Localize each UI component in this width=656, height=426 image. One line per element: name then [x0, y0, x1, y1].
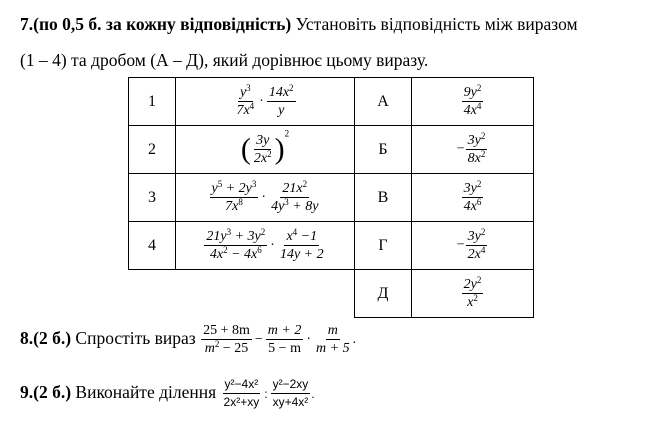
task-7-number: 7.	[20, 14, 34, 34]
expression-2: ( $\frac{3y}{2x^2}$ )$^2$	[176, 126, 355, 174]
answer-letter: Г	[355, 222, 412, 270]
task-8-expression: $\frac{25 + 8m}{m^2 - 25}$ − $\frac{m + 2}{5 - m}$ · $\frac{m}{m + 5}$ .	[203, 323, 357, 357]
answer-letter: В	[355, 174, 412, 222]
answer-e: $\frac{2y^2}{x^2}$	[412, 270, 534, 318]
expression-4: $\frac{21y^3 + 3y^2}{4x^2 - 4x^6}$ · $\frac{x^4 -1}{14y + 2}$	[176, 222, 355, 270]
task-7-text-line1: Установіть відповідність між виразом	[295, 14, 578, 34]
row-number: 2	[129, 126, 176, 174]
task-9-expression: $\frac{\text{y²−4x²}}{\text{2x²+xy}}$ : $\frac{\text{y²−2xy}}{\text{xy+4x²}}$ .	[223, 377, 315, 410]
task-9	[20, 376, 315, 411]
table-row	[129, 270, 534, 318]
answer-letter: Б	[355, 126, 412, 174]
task-9-number: 9.	[20, 382, 34, 402]
task-8	[20, 322, 356, 357]
task-8-number: 8.	[20, 328, 34, 348]
answer-d: − $\frac{3y^2}{2x^4}$	[412, 222, 534, 270]
answer-letter: Д	[355, 270, 412, 318]
row-number: 4	[129, 222, 176, 270]
expression-1: $\frac{y^3}{7x^4}$ · $\frac{14x^2}{y}$	[176, 78, 355, 126]
task-9-text: Виконайте ділення	[75, 382, 217, 402]
table-row	[129, 222, 534, 270]
empty-cell	[176, 270, 355, 318]
answer-a: $\frac{9y^2}{4x^4}$	[412, 78, 534, 126]
empty-cell	[129, 270, 176, 318]
answer-letter: А	[355, 78, 412, 126]
task-9-points: (2 б.)	[33, 382, 72, 402]
task-8-points: (2 б.)	[33, 328, 72, 348]
task-7-text-line2: (1 – 4) та дробом (А – Д), який дорівнює цьому виразу.	[20, 50, 429, 70]
expression-3: $\frac{y^5 + 2y^3}{7x^8}$ · $\frac{21x^2}{4y^3 + 8y}$	[176, 174, 355, 222]
table-row	[129, 174, 534, 222]
task-7-points: (по 0,5 б. за кожну відповідність)	[33, 14, 292, 34]
row-number: 3	[129, 174, 176, 222]
table-row	[129, 126, 534, 174]
row-number: 1	[129, 78, 176, 126]
answer-b: − $\frac{3y^2}{8x^2}$	[412, 126, 534, 174]
matching-table	[128, 77, 534, 318]
task-8-text: Спростіть вираз	[75, 328, 196, 348]
task-7	[20, 6, 650, 78]
table-row	[129, 78, 534, 126]
answer-c: $\frac{3y^2}{4x^6}$	[412, 174, 534, 222]
